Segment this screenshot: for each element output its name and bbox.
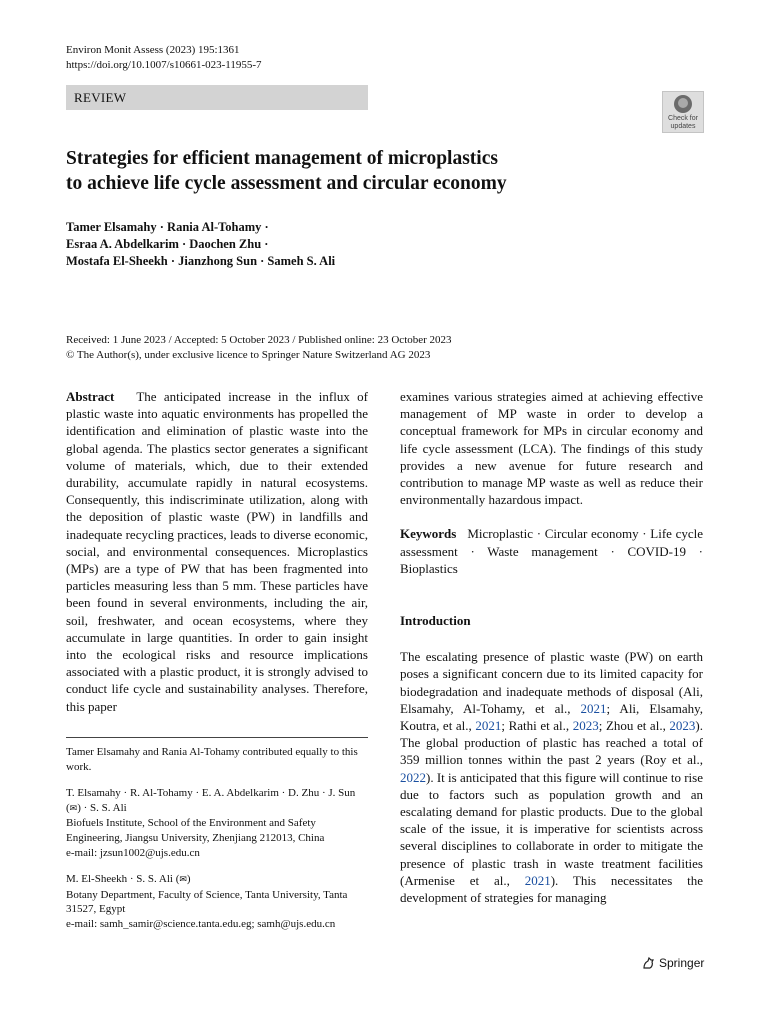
citation-link[interactable]: 2023 xyxy=(669,718,696,734)
authors-line-3: Mostafa El-Sheekh · Jianzhong Sun · Sameh S. Ali xyxy=(66,254,336,268)
authors-line-1: Tamer Elsamahy · Rania Al-Tohamy · xyxy=(66,220,269,234)
authors-line-2: Esraa A. Abdelkarim · Daochen Zhu · xyxy=(66,237,269,251)
crossmark-icon xyxy=(674,95,692,113)
citation-link[interactable]: 2021 xyxy=(524,872,551,888)
intro-text: ; Zhou et al., xyxy=(598,718,670,734)
introduction-paragraph xyxy=(400,648,703,906)
intro-text: ). This necessitates the development of strategies for managing xyxy=(400,872,703,906)
right-column xyxy=(400,388,703,906)
journal-header xyxy=(66,43,262,73)
mail-icon[interactable]: ✉ xyxy=(69,803,78,814)
affiliation-1-names xyxy=(66,786,368,816)
aff2-names-text: M. El-Sheekh · S. S. Ali ( xyxy=(66,873,180,886)
publication-dates xyxy=(66,333,626,363)
keywords-block xyxy=(400,525,703,577)
aff1-names-text: T. Elsamahy · R. Al-Tohamy · E. A. Abdelkarim · D. Zhu · J. Sun ( xyxy=(66,787,356,814)
intro-text: ). The global production of plastic has reached a total of 359 million tonnes within the past 2 years (Roy et al., xyxy=(400,718,703,768)
check-badge-line1: Check for xyxy=(668,115,698,122)
intro-text: ; Rathi et al., xyxy=(501,718,573,734)
citation-link[interactable]: 2023 xyxy=(572,718,599,734)
intro-text: ; Ali, Elsamahy, Koutra, et al., xyxy=(400,700,703,734)
article-type-label: REVIEW xyxy=(66,85,368,110)
publisher-name: Springer xyxy=(659,956,705,970)
abstract-text-right: examines various strategies aimed at achieving effective management of MP waste in order to develop a conceptual framework for MPs in circular economy and life cycle assessment (LCA). The findings of this study provides a new avenue for future research and contribution to manage MP waste as well as reduce their environmentally hazardous impact. xyxy=(400,389,703,508)
affiliation-2-names xyxy=(66,872,368,888)
article-title xyxy=(66,146,666,196)
title-line-2: to achieve life cycle assessment and circular economy xyxy=(66,173,507,194)
springer-horse-icon xyxy=(641,956,655,970)
keywords-text: Microplastic · Circular economy · Life cycle assessment · Waste management · COVID-19 · Bioplastics xyxy=(400,526,704,576)
equal-contribution-note: Tamer Elsamahy and Rania Al-Tohamy contributed equally to this work. xyxy=(66,746,358,773)
publisher-logo xyxy=(641,956,704,970)
affiliation-1-email[interactable]: e-mail: jzsun1002@ujs.edu.cn xyxy=(66,846,200,859)
affiliation-2-institution: Botany Department, Faculty of Science, Tanta University, Tanta 31527, Egypt xyxy=(66,888,348,916)
citation-link[interactable]: 2021 xyxy=(580,700,607,716)
mail-icon[interactable]: ✉ xyxy=(179,875,187,886)
journal-citation: Environ Monit Assess (2023) 195:1361 xyxy=(66,44,240,56)
aff1-names-text: ) · S. S. Ali xyxy=(77,801,127,814)
check-badge-line2: updates xyxy=(670,123,696,130)
author-list xyxy=(66,219,566,270)
abstract-heading: Abstract xyxy=(66,389,115,404)
intro-text: ). It is anticipated that this figure will continue to rise due to factors such as population growth and an escalating demand for plastic products. Due to the global scale of the issue, it is imperative for scientists across several disciplines to collaborate in order to mitigate the presence of plastic trash in waste treatment facilities (Armenise et al., xyxy=(400,769,703,888)
affiliation-2-email[interactable]: e-mail: samh_samir@science.tanta.edu.eg; samh@ujs.edu.cn xyxy=(66,917,336,930)
title-line-1: Strategies for efficient management of microplastics xyxy=(66,148,498,169)
doi-link[interactable]: https://doi.org/10.1007/s10661-023-11955-7 xyxy=(66,59,262,71)
published-date: Published online: 23 October 2023 xyxy=(298,334,452,346)
intro-text: The escalating presence of plastic waste (PW) on earth poses a significant concern due to its limited capacity for biodegradation and inadequate methods of disposal (Ali, Elsamahy, Al-Tohamy, et al., xyxy=(400,649,703,716)
abstract-text-left: The anticipated increase in the influx of plastic waste into aquatic environments has propelled the identification and elimination of plastic waste into the global agenda. The plastics sector generates a significant volume of materials, which, due to their extended durability, accumulate rapidly in natural ecosystems. Consequently, this indiscriminate utilization, along with the deposition of plastic waste (PW) in landfills and inadequate recycling practices, leads to diverse economic, social, and environmental consequences. Microplastics (MPs) are a type of PW that has been fragmented into particles measuring less than 5 mm. These particles have been found in several environments, including the air, soil, freshwater, and ocean ecosystems, where they accumulate in large quantities. In order to gain insight into the ecological risks and resource implications associated with a plastic product, it is strongly advised to conduct life cycle and sustainability analyses. Therefore, this paper xyxy=(66,389,368,714)
footnotes xyxy=(66,745,368,932)
check-for-updates-button[interactable] xyxy=(662,91,704,133)
aff2-names-text: ) xyxy=(186,873,191,886)
copyright-notice: © The Author(s), under exclusive licence to Springer Nature Switzerland AG 2023 xyxy=(66,349,431,361)
citation-link[interactable]: 2022 xyxy=(400,769,426,785)
introduction-heading: Introduction xyxy=(400,613,471,629)
received-accepted-dates: Received: 1 June 2023 / Accepted: 5 October 2023 / xyxy=(66,334,299,346)
keywords-heading: Keywords xyxy=(400,526,457,542)
affiliation-1-institution: Biofuels Institute, School of the Environment and Safety Engineering, Jiangsu University, Zhenjiang 212013, China xyxy=(66,817,325,844)
abstract-left-column xyxy=(66,388,368,715)
footnote-divider xyxy=(66,737,368,738)
citation-link[interactable]: 2021 xyxy=(475,718,502,734)
